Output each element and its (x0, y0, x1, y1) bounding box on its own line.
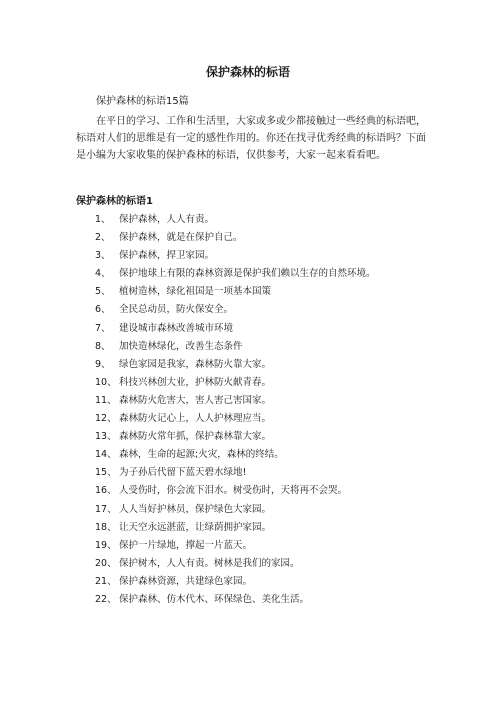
list-item-number: 15、 (95, 467, 117, 479)
list-item (95, 321, 376, 339)
list-item-number: 7、 (95, 322, 111, 334)
list-item-text: 加快造林绿化，改善生态条件 (119, 340, 243, 352)
list-item (95, 465, 376, 483)
list-item-text: 绿色家园是我家，森林防火靠大家。 (119, 358, 272, 370)
list-item-number: 2、 (95, 232, 111, 244)
list-item-number: 12、 (95, 413, 117, 425)
list-item (95, 212, 376, 230)
list-item-number: 16、 (95, 485, 117, 497)
list-item-text: 人人当好护林员，保护绿色大家园。 (119, 503, 272, 515)
document-title: 保护森林的标语 (205, 65, 290, 79)
list-item-number: 22、 (95, 593, 117, 605)
slogan-list (95, 212, 376, 610)
list-item-number: 5、 (95, 286, 111, 298)
list-item (95, 574, 376, 592)
list-item-number: 20、 (95, 557, 117, 569)
list-item-number: 3、 (95, 250, 111, 262)
list-item-text: 森林防火记心上，人人护林理应当。 (119, 413, 272, 425)
intro-text: 在平日的学习、工作和生活里，大家或多或少都接触过一些经典的标语吧，标语对人们的思维是有一定的感性作用的。你还在找寻优秀经典的标语吗？下面是小编为大家收集的保护森林的标语，仅供参考，大家一起来看看吧。 (76, 116, 426, 161)
list-item (95, 266, 376, 284)
list-item-text: 保护森林，就是在保护自己。 (119, 232, 243, 244)
list-item (95, 302, 376, 320)
list-item-number: 17、 (95, 503, 117, 515)
list-item-text: 科技兴林创大业，护林防火献青春。 (119, 376, 272, 388)
list-item (95, 483, 376, 501)
list-item-text: 让天空永远湛蓝，让绿荫拥护家园。 (119, 521, 272, 533)
document-subtitle: 保护森林的标语15篇 (96, 96, 189, 107)
list-item (95, 538, 376, 556)
list-item-text: 森林，生命的起源;火灾，森林的终结。 (119, 449, 284, 461)
list-item-text: 保护森林资源，共建绿色家园。 (119, 575, 253, 587)
list-item-text: 保护森林、仿木代木、环保绿色、美化生活。 (119, 593, 310, 605)
list-item-text: 植树造林，绿化祖国是一项基本国策 (119, 286, 272, 298)
list-item-text: 森林防火危害大，害人害己害国家。 (119, 394, 272, 406)
list-item-number: 19、 (95, 539, 117, 551)
list-item-number: 11、 (95, 394, 117, 406)
list-item-number: 10、 (95, 376, 117, 388)
list-item-number: 14、 (95, 449, 117, 461)
list-item-number: 9、 (95, 358, 111, 370)
list-item-number: 1、 (95, 214, 111, 225)
list-item (95, 411, 376, 429)
list-item (95, 375, 376, 393)
list-item-text: 保护森林，捍卫家园。 (119, 250, 215, 262)
list-item-number: 6、 (95, 304, 111, 316)
list-item-text: 全民总动员，防火保安全。 (119, 304, 234, 316)
list-item-text: 人受伤时，你会流下泪水。树受伤时，天将再不会哭。 (119, 485, 348, 497)
list-item-number: 18、 (95, 521, 117, 533)
list-item-text: 森林防火常年抓，保护森林靠大家。 (119, 431, 272, 443)
list-item (95, 339, 376, 357)
list-item (95, 357, 376, 375)
list-item (95, 429, 376, 447)
list-item (95, 284, 376, 302)
list-item (95, 520, 376, 538)
list-item-text: 保护地球上有限的森林资源是保护我们赖以生存的自然环境。 (119, 268, 376, 280)
list-item (95, 248, 376, 266)
intro-paragraph (76, 113, 428, 164)
list-item (95, 556, 376, 574)
list-item-number: 21、 (95, 575, 117, 587)
list-item (95, 393, 376, 411)
list-item-number: 8、 (95, 340, 111, 352)
list-item-text: 保护树木，人人有责。树林是我们的家园。 (119, 557, 300, 569)
list-item-text: 为子孙后代留下蓝天碧水绿地! (119, 467, 247, 479)
section-heading: 保护森林的标语1 (76, 196, 153, 207)
list-item-text: 保护森林，人人有责。 (119, 214, 215, 225)
list-item-number: 4、 (95, 268, 111, 280)
list-item-text: 保护一片绿地，撑起一片蓝天。 (119, 539, 253, 551)
list-item (95, 230, 376, 248)
list-item (95, 592, 376, 610)
list-item (95, 447, 376, 465)
list-item (95, 502, 376, 520)
list-item-number: 13、 (95, 431, 117, 443)
list-item-text: 建设城市森林改善城市环境 (119, 322, 234, 334)
